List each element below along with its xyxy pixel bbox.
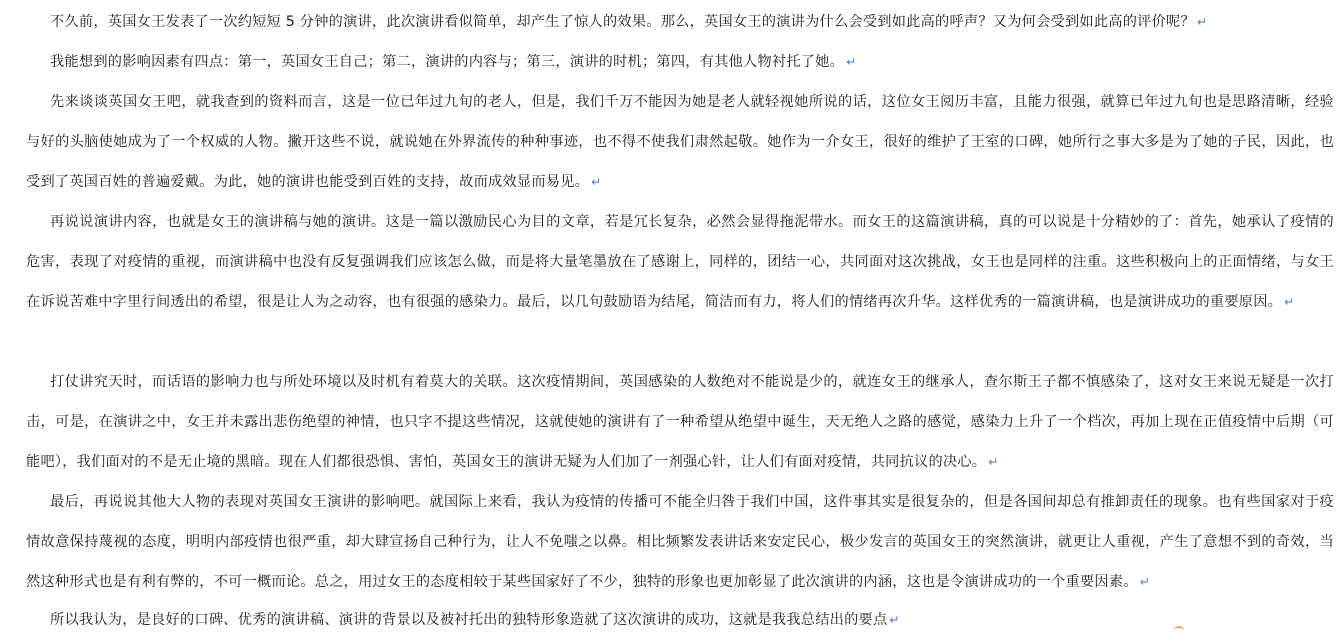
paragraph-5	[26, 362, 1334, 482]
paragraph-3	[26, 82, 1334, 202]
paragraph-2	[26, 42, 1334, 82]
spellcheck-squiggle-mark	[1174, 626, 1184, 633]
paragraph-2-text: 我能想到的影响因素有四点：第一，英国女王自己；第二，演讲的内容与；第三，演讲的时机；第四，有其他人物衬托了她。	[50, 54, 845, 70]
paragraph-5-text: 打仗讲究天时，而话语的影响力也与所处环境以及时机有着莫大的关联。这次疫情期间，英国感染的人数绝对不能说是少的，就连女王的继承人，查尔斯王子都不慎感染了，这对女王来说无疑是一次打击，可是，在演讲之中，女王并未露出悲伤绝望的神情，也只字不提这些情况，这就使她的演讲有了一种希望从绝望中诞生，天无绝人之路的感觉，感染力上升了一个档次，再加上现在正值疫情中后期（可能吧），我们面对的不是无止境的黑暗。现在人们都很恐惧、害怕，英国女王的演讲无疑为人们加了一剂强心针，让人们有面对疫情，共同抗议的决心。	[26, 374, 1334, 470]
paragraph-3-text: 先来谈谈英国女王吧，就我查到的资料而言，这是一位已年过九旬的老人，但是，我们千万不能因为她是老人就轻视她所说的话，这位女王阅历丰富，且能力很强，就算已年过九旬也是思路清晰，经验与好的头脑使她成为了一个权威的人物。撇开这些不说，就说她在外界流传的种种事迹，也不得不使我们肃然起敬。她作为一介女王，很好的维护了王室的口碑，她所行之事大多是为了她的子民，因此，也受到了英国百姓的普遍爱戴。为此，她的演讲也能受到百姓的支持，故而成效显而易见。	[26, 94, 1334, 190]
paragraph-mark-icon: ↵	[988, 455, 999, 469]
paragraph-1-text: 不久前，英国女王发表了一次约短短 5 分钟的演讲，此次演讲看似简单，却产生了惊人的效果。那么，英国女王的演讲为什么会受到如此高的呼声？又为何会受到如此高的评价呢？	[50, 14, 1195, 30]
paragraph-mark-icon: ↵	[591, 175, 602, 189]
paragraph-7-text: 所以我认为，是良好的口碑、优秀的演讲稿、演讲的背景以及被衬托出的独特形象造就了这次演讲的成功，这就是我我总结出的要点	[50, 612, 888, 628]
paragraph-mark-icon: ↵	[1196, 15, 1207, 29]
paragraph-mark-icon: ↵	[1139, 575, 1150, 589]
paragraph-mark-icon: ↵	[889, 613, 900, 627]
paragraph-4	[26, 202, 1334, 322]
paragraph-7	[26, 600, 1334, 640]
paragraph-mark-icon: ↵	[1284, 295, 1295, 309]
paragraph-6-text: 最后，再说说其他大人物的表现对英国女王演讲的影响吧。就国际上来看，我认为疫情的传播可不能全归咎于我们中国，这件事其实是很复杂的，但是各国间却总有推卸责任的现象。也有些国家对于疫情故意保持蔑视的态度，明明内部疫情也很严重，却大肆宣扬自己种行为，让人不免嗤之以鼻。相比频繁发表讲话来安定民心，极少发言的英国女王的突然演讲，就更让人重视，产生了意想不到的奇效，当然这种形式也是有利有弊的，不可一概而论。总之，用过女王的态度相较于某些国家好了不少，独特的形象也更加彰显了此次演讲的内涵，这也是令演讲成功的一个重要因素。	[26, 494, 1334, 590]
paragraph-6	[26, 482, 1334, 602]
paragraph-mark-icon: ↵	[846, 55, 857, 69]
paragraph-1	[26, 2, 1334, 42]
paragraph-4-text: 再说说演讲内容，也就是女王的演讲稿与她的演讲。这是一篇以激励民心为目的文章，若是冗长复杂，必然会显得拖泥带水。而女王的这篇演讲稿，真的可以说是十分精妙的了：首先，她承认了疫情的危害，表现了对疫情的重视，而演讲稿中也没有反复强调我们应该怎么做，而是将大量笔墨放在了感谢上，同样的，团结一心，共同面对这次挑战，女王也是同样的注重。这些积极向上的正面情绪，与女王在诉说苦难中字里行间透出的希望，很是让人为之动容，也有很强的感染力。最后，以几句鼓励语为结尾，简洁而有力，将人们的情绪再次升华。这样优秀的一篇演讲稿，也是演讲成功的重要原因。	[26, 214, 1334, 310]
